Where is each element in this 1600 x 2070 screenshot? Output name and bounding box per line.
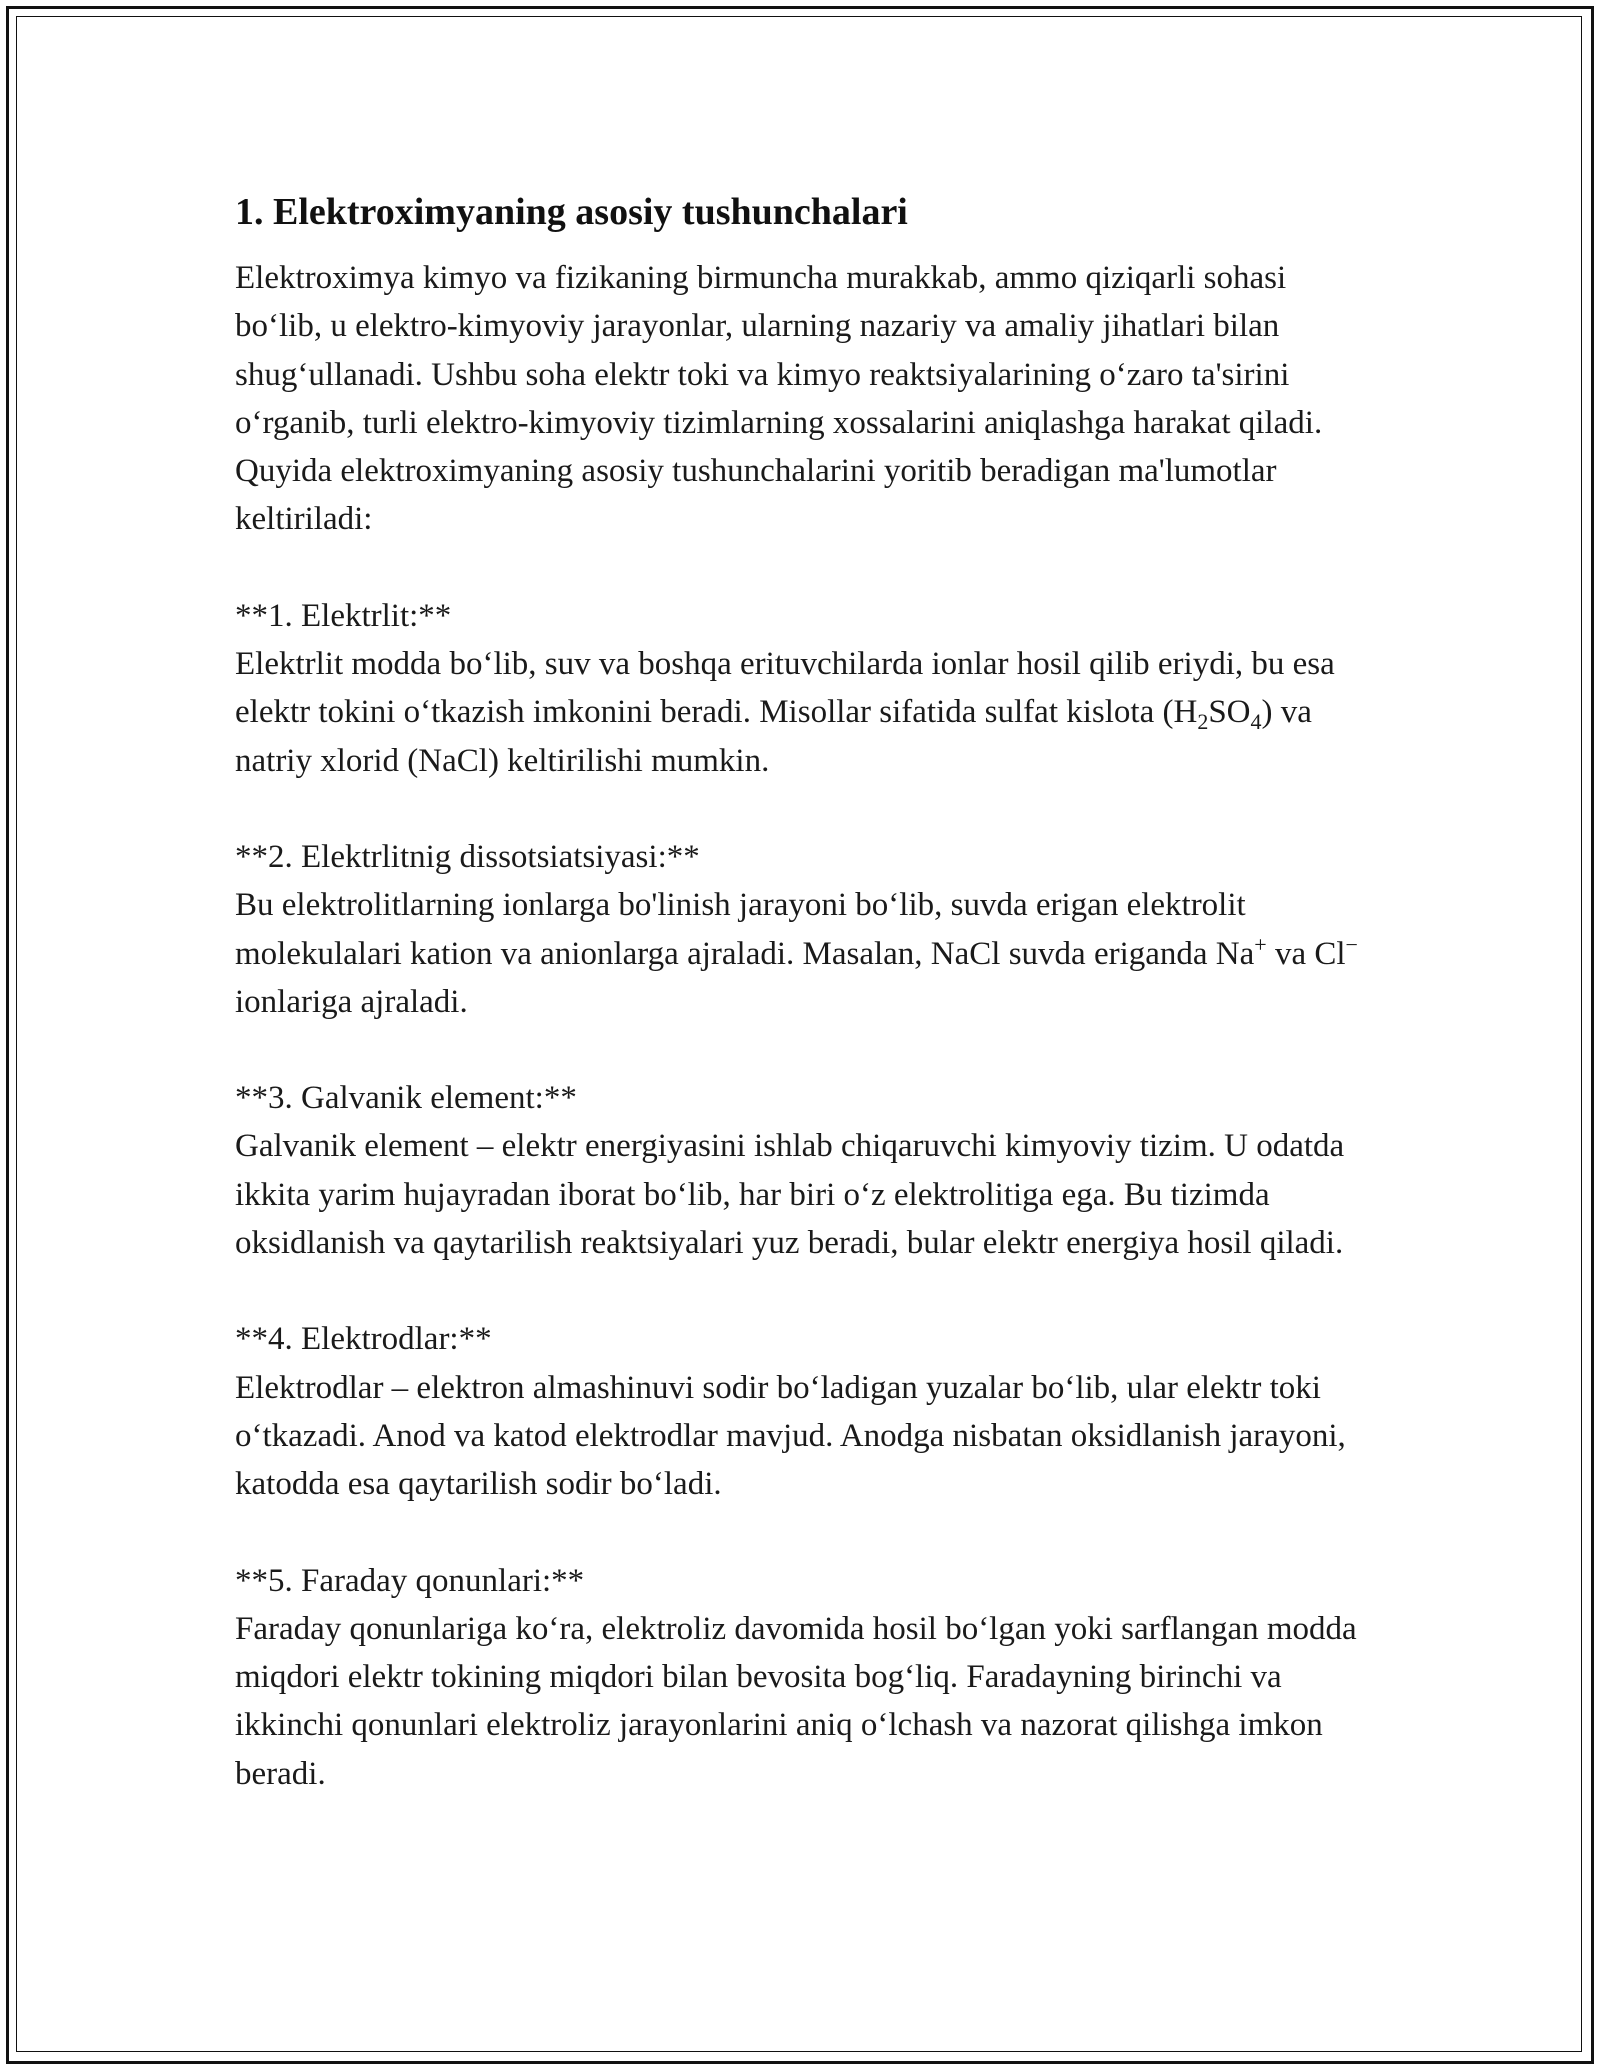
document-body: [235, 188, 1375, 1798]
text-part: ) va natriy xlorid (NaCl) keltirilishi mumkin.: [235, 694, 1312, 779]
section-title: **4. Elektrodlar:**: [235, 1321, 492, 1358]
text-part: Bu elektrolitlarning ionlarga bo'linish jarayoni bo‘lib, suvda erigan elektrolit molekulalari kation va anionlarga ajraladi. Masalan, NaCl suvda eriganda Na: [235, 887, 1255, 972]
intro-paragraph: Elektroximya kimyo va fizikaning birmuncha murakkab, ammo qiziqarli sohasi bo‘lib, u elektro-kimyoviy jarayonlar, ularning nazariy va amaliy jihatlari bilan shug‘ullanadi. Ushbu soha elektr toki va kimyo reaktsiyalarining o‘zaro ta'sirini o‘rganib, turli elektro-kimyoviy tizimlarning xossalarini aniqlashga harakat qiladi. Quyida elektroximyaning asosiy tushunchalarini yoritib beradigan ma'lumotlar keltiriladi:: [235, 260, 1323, 538]
text-part: ionlariga ajraladi.: [235, 983, 468, 1020]
section-elektrlit: [235, 592, 1375, 785]
section-title: **2. Elektrlitnig dissotsiatsiyasi:**: [235, 838, 700, 875]
section-faraday: [235, 1557, 1375, 1798]
section-dissotsiatsiya: [235, 833, 1375, 1026]
text-part: va Cl: [1266, 935, 1346, 972]
page-title: 1. Elektroximyaning asosiy tushunchalari: [235, 191, 908, 233]
section-title: **3. Galvanik element:**: [235, 1080, 577, 1117]
section-text: [235, 640, 1375, 785]
subscript: 4: [1250, 709, 1262, 735]
section-galvanik-element: [235, 1074, 1375, 1267]
section-text: Galvanik element – elektr energiyasini ishlab chiqaruvchi kimyoviy tizim. U odatda ikkita yarim hujayradan iborat bo‘lib, har biri o‘z elektrolitiga ega. Bu tizimda oksidlanish va qaytarilish reaktsiyalari yuz beradi, bular elektr energiya hosil qiladi.: [235, 1128, 1345, 1262]
section-text: Faraday qonunlariga ko‘ra, elektroliz davomida hosil bo‘lgan yoki sarflangan modda miqdori elektr tokining miqdori bilan bevosita bog‘liq. Faradayning birinchi va ikkinchi qonunlari elektroliz jarayonlarini aniq o‘lchash va nazorat qilishga imkon beradi.: [235, 1610, 1357, 1792]
section-title: **1. Elektrlit:**: [235, 597, 452, 634]
section-text: Elektrodlar – elektron almashinuvi sodir bo‘ladigan yuzalar bo‘lib, ular elektr toki o‘tkazadi. Anod va katod elektrodlar mavjud. Anodga nisbatan oksidlanish jarayoni, katodda esa qaytarilish sodir bo‘ladi.: [235, 1369, 1346, 1503]
section-text: [235, 881, 1375, 1026]
superscript: +: [1254, 931, 1267, 957]
text-part: Elektrlit modda bo‘lib, suv va boshqa erituvchilarda ionlar hosil qilib eriydi, bu esa elektr tokini o‘tkazish imkonini beradi. Misollar sifatida sulfat kislota (H: [235, 646, 1335, 731]
superscript: −: [1345, 931, 1358, 957]
section-elektrodlar: [235, 1315, 1375, 1508]
section-title: **5. Faraday qonunlari:**: [235, 1562, 585, 1599]
text-part: SO: [1208, 694, 1251, 731]
subscript: 2: [1197, 709, 1209, 735]
